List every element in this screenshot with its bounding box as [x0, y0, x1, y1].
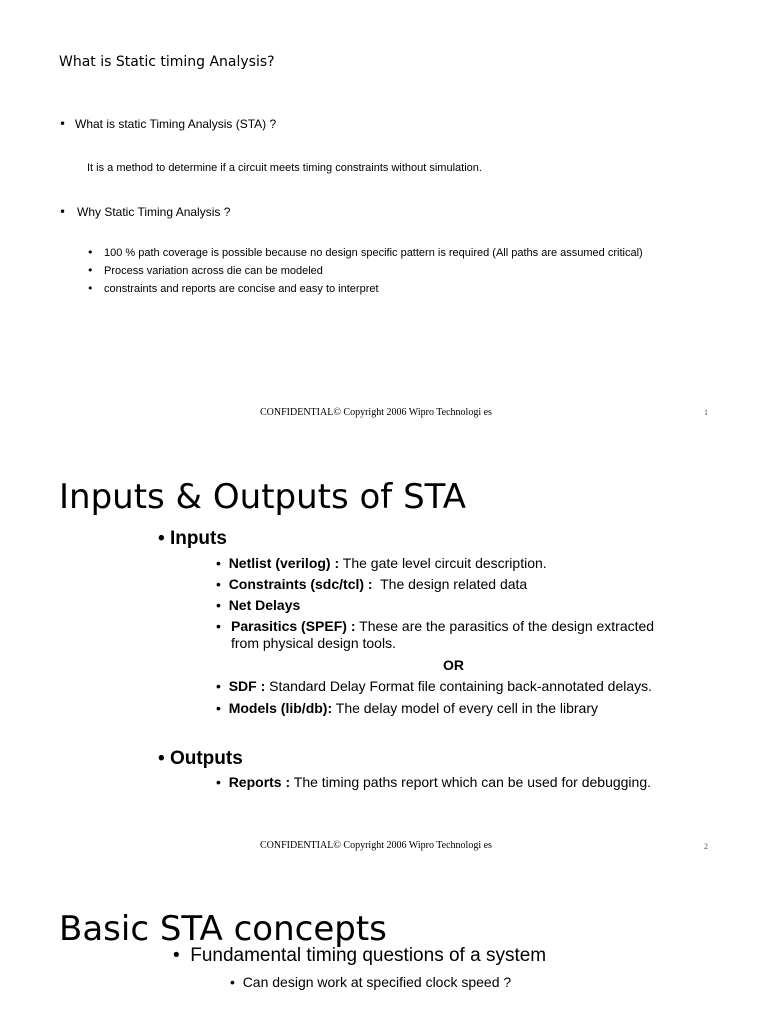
bullet-icon: • — [216, 774, 229, 790]
list-item: • Reports : The timing paths report which can be used for debugging. — [216, 774, 651, 790]
bullet-icon: • — [216, 576, 229, 592]
list-item: • Fundamental timing questions of a system — [173, 945, 547, 966]
bullet-icon: • — [230, 974, 243, 990]
slide-title: What is Static timing Analysis? — [59, 54, 275, 70]
bullet-icon: • — [59, 117, 67, 131]
answer-text: It is a method to determine if a circuit meets timing constraints without simulation. — [87, 162, 482, 174]
list-item: • 100 % path coverage is possible because no design specific pattern is required (All paths are assumed critical) — [87, 246, 643, 259]
confidential-footer: CONFIDENTIAL© Copyright 2006 Wipro Technologi es — [260, 840, 492, 851]
slide-title: Basic STA concepts — [59, 909, 387, 949]
list-item: • Models (lib/db): The delay model of every cell in the library — [216, 700, 598, 716]
list-item: • Parasitics (SPEF) : These are the parasitics of the design extracted from physical design tools. — [216, 618, 655, 651]
bullet-icon: • — [87, 246, 94, 259]
bullet-icon: • — [158, 528, 170, 549]
outputs-heading: • Outputs — [158, 748, 243, 769]
bullet-icon: • — [216, 678, 229, 694]
list-item: • Constraints (sdc/tcl) : The design related data — [216, 576, 528, 592]
bullet-icon: • — [158, 748, 170, 769]
question-item: • Why Static Timing Analysis ? — [59, 205, 231, 219]
bullet-icon: • — [216, 555, 229, 571]
slide-title: Inputs & Outputs of STA — [59, 477, 467, 517]
bullet-icon: • — [216, 700, 229, 716]
bullet-icon: • — [173, 945, 191, 966]
bullet-icon: • — [216, 618, 221, 634]
bullet-icon: • — [216, 597, 229, 613]
list-item: • Net Delays — [216, 597, 301, 613]
list-item: • Netlist (verilog) : The gate level circuit description. — [216, 555, 547, 571]
inputs-heading: • Inputs — [158, 528, 227, 549]
or-label: OR — [443, 657, 464, 673]
page-number: 1 — [704, 408, 708, 417]
confidential-footer: CONFIDENTIAL© Copyright 2006 Wipro Technologi es — [260, 407, 492, 418]
bullet-icon: • — [87, 264, 94, 277]
list-item: • constraints and reports are concise and easy to interpret — [87, 282, 379, 295]
bullet-icon: • — [87, 282, 94, 295]
list-item: • SDF : Standard Delay Format file containing back-annotated delays. — [216, 678, 653, 694]
question-item: • What is static Timing Analysis (STA) ? — [59, 117, 277, 131]
page-number: 2 — [704, 842, 708, 851]
bullet-icon: • — [59, 205, 67, 219]
list-item: • Process variation across die can be modeled — [87, 264, 323, 277]
list-item: • Can design work at specified clock speed ? — [230, 974, 512, 990]
